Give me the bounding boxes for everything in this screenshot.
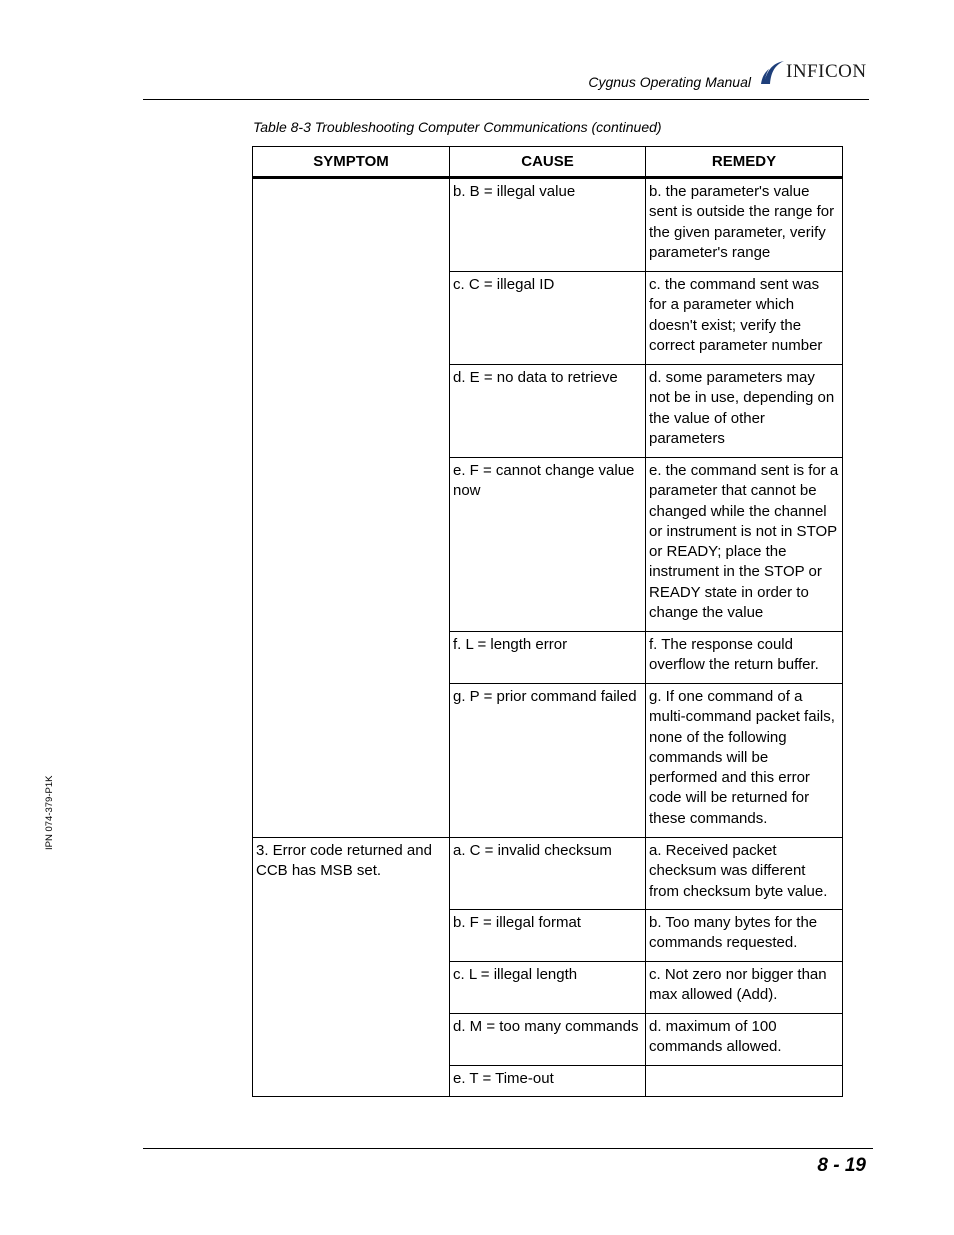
cause-cell: g. P = prior command failed	[450, 684, 646, 838]
logo-swoosh-icon	[760, 58, 786, 86]
symptom-cell: 3. Error code returned and CCB has MSB set.	[253, 838, 450, 1097]
cause-cell: d. E = no data to retrieve	[450, 365, 646, 458]
cause-header: CAUSE	[450, 147, 646, 178]
remedy-cell: b. the parameter's value sent is outside the range for the given parameter, verify parameter's range	[646, 178, 843, 272]
symptom-cell	[253, 178, 450, 838]
cause-cell: c. C = illegal ID	[450, 272, 646, 365]
header-rule	[143, 99, 869, 100]
inficon-logo	[760, 58, 872, 86]
remedy-cell: a. Received packet checksum was different from checksum byte value.	[646, 838, 843, 910]
manual-title: Cygnus Operating Manual	[588, 74, 751, 90]
cause-cell: b. F = illegal format	[450, 910, 646, 962]
table-caption: Table 8-3 Troubleshooting Computer Communications (continued)	[253, 119, 662, 135]
troubleshooting-table	[252, 146, 843, 1097]
remedy-cell: c. Not zero nor bigger than max allowed (Add).	[646, 962, 843, 1014]
side-label: IPN 074-379-P1K	[44, 775, 55, 850]
cause-cell: c. L = illegal length	[450, 962, 646, 1014]
remedy-cell: e. the command sent is for a parameter that cannot be changed while the channel or instrument is not in STOP or READY; place the instrument in the STOP or READY state in order to change the value	[646, 458, 843, 632]
cause-cell: e. T = Time-out	[450, 1066, 646, 1097]
remedy-cell: d. maximum of 100 commands allowed.	[646, 1014, 843, 1066]
cause-cell: e. F = cannot change value now	[450, 458, 646, 632]
logo-text: INFICON	[786, 61, 867, 82]
remedy-cell: g. If one command of a multi-command packet fails, none of the following commands will be performed and this error code will be returned for these commands.	[646, 684, 843, 838]
page-number: 8 - 19	[817, 1155, 866, 1176]
symptom-header: SYMPTOM	[253, 147, 450, 178]
cause-cell: a. C = invalid checksum	[450, 838, 646, 910]
remedy-cell	[646, 1066, 843, 1097]
remedy-cell: d. some parameters may not be in use, depending on the value of other parameters	[646, 365, 843, 458]
remedy-cell: b. Too many bytes for the commands requested.	[646, 910, 843, 962]
cause-cell: d. M = too many commands	[450, 1014, 646, 1066]
footer-rule	[143, 1148, 873, 1149]
table-row	[253, 178, 843, 272]
remedy-cell: c. the command sent was for a parameter which doesn't exist; verify the correct parameter number	[646, 272, 843, 365]
table-row	[253, 838, 843, 910]
table-header-row	[253, 147, 843, 178]
cause-cell: b. B = illegal value	[450, 178, 646, 272]
remedy-cell: f. The response could overflow the return buffer.	[646, 632, 843, 684]
cause-cell: f. L = length error	[450, 632, 646, 684]
remedy-header: REMEDY	[646, 147, 843, 178]
